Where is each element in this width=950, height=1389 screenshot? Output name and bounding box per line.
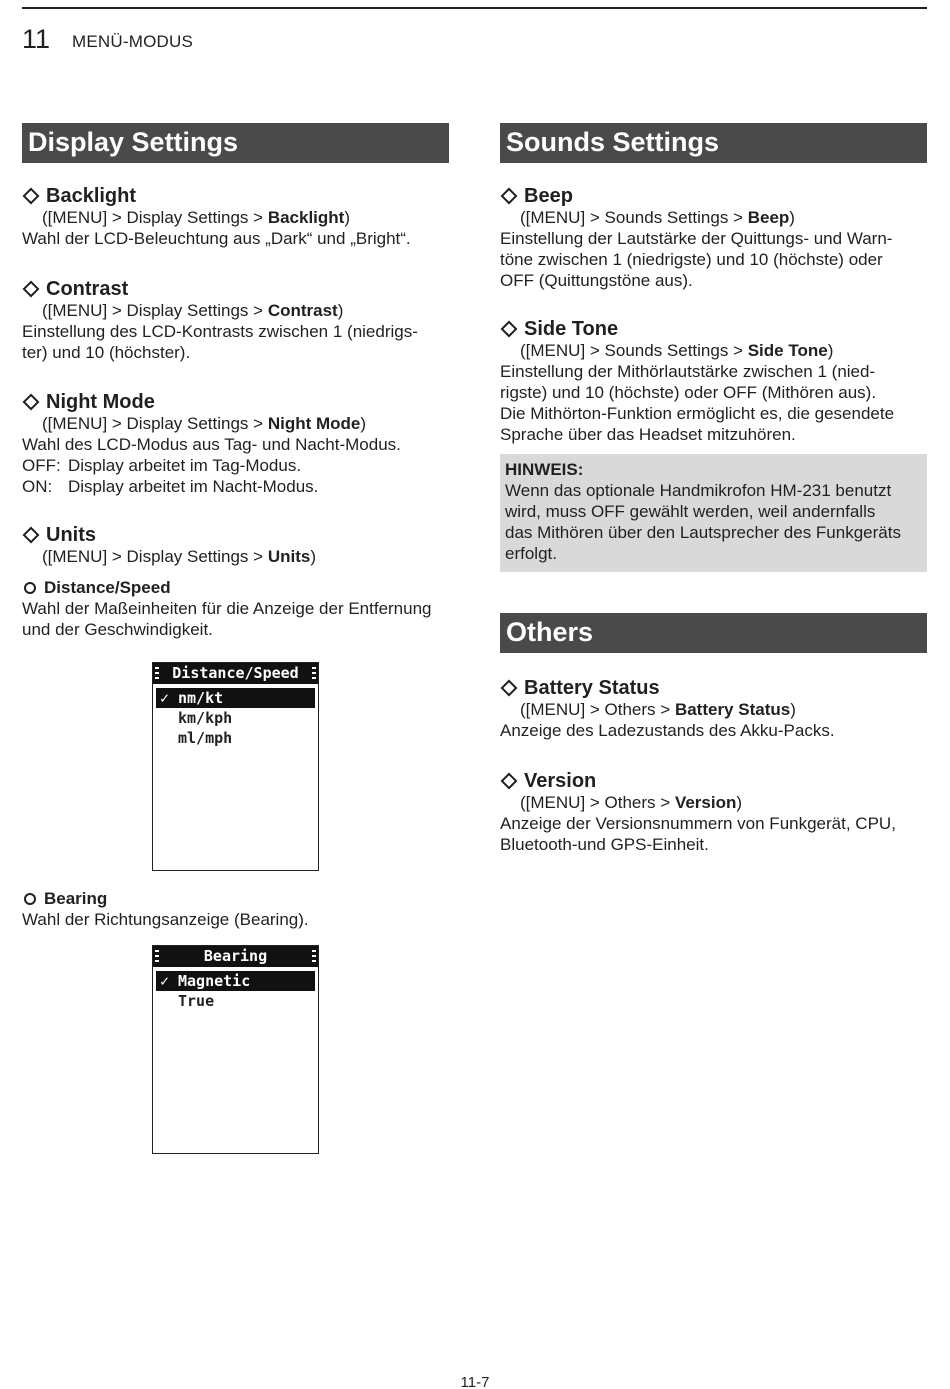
version-desc-1: Anzeige der Versionsnummern von Funkgerät, CPU, — [500, 814, 896, 833]
note-line: das Mithören über den Lautsprecher des Funkgeräts — [505, 523, 901, 542]
beep-section — [500, 185, 927, 291]
checkmark-icon: ✓ — [160, 972, 170, 990]
note-line: erfolgt. — [505, 544, 557, 563]
beep-desc-3: OFF (Quittungstöne aus). — [500, 271, 693, 290]
version-desc-2: Bluetooth-und GPS-Einheit. — [500, 835, 709, 854]
night-mode-desc: Wahl des LCD-Modus aus Tag- und Nacht-Modus. — [22, 435, 401, 454]
diamond-icon — [501, 188, 518, 205]
lcd-option-selected[interactable]: ✓ Magnetic — [156, 971, 315, 991]
beep-desc-2: töne zwischen 1 (niedrigste) und 10 (höchste) oder — [500, 250, 883, 269]
sounds-others-column — [500, 123, 927, 855]
contrast-title: Contrast — [46, 278, 129, 300]
diamond-icon — [23, 527, 40, 544]
menu-path: ([MENU] > Display Settings > Contrast) — [42, 301, 344, 320]
chapter-title: MENÜ-MODUS — [72, 32, 193, 51]
bearing-subsection — [22, 888, 449, 930]
bearing-title: Bearing — [44, 889, 108, 908]
night-mode-off-row: OFF: Display arbeitet im Tag-Modus. — [22, 456, 302, 475]
beep-title: Beep — [524, 185, 573, 207]
contrast-section — [22, 278, 449, 363]
circle-bullet-icon — [24, 893, 36, 905]
menu-lines-icon — [312, 950, 316, 962]
others-heading: Others — [500, 613, 927, 653]
beep-desc-1: Einstellung der Lautstärke der Quittungs- und Warn- — [500, 229, 893, 248]
backlight-section — [22, 185, 449, 249]
menu-lines-icon — [155, 950, 159, 962]
bearing-desc: Wahl der Richtungsanzeige (Bearing). — [22, 910, 309, 929]
note-line: wird, muss OFF gewählt werden, weil andernfalls — [505, 502, 876, 521]
note-title: HINWEIS: — [505, 460, 584, 479]
distance-speed-subsection — [22, 577, 449, 640]
menu-path: ([MENU] > Display Settings > Backlight) — [42, 208, 351, 227]
side-tone-desc-3: Die Mithörton-Funktion ermöglicht es, die gesendete — [500, 404, 895, 423]
version-section — [500, 770, 927, 855]
diamond-icon — [23, 394, 40, 411]
lcd-option[interactable]: True — [178, 992, 215, 1010]
checkmark-icon: ✓ — [160, 689, 170, 707]
diamond-icon — [23, 188, 40, 205]
hinweis-note-box — [500, 454, 927, 572]
menu-path: ([MENU] > Others > Version) — [520, 793, 743, 812]
side-tone-section — [500, 318, 927, 445]
page-number: 11-7 — [460, 1374, 490, 1389]
lcd-option[interactable]: ml/mph — [178, 729, 233, 747]
note-line: Wenn das optionale Handmikrofon HM-231 benutzt — [505, 481, 892, 500]
sounds-settings-heading: Sounds Settings — [500, 123, 927, 163]
lcd-title: Bearing — [203, 947, 268, 965]
units-title: Units — [46, 524, 96, 546]
circle-bullet-icon — [24, 582, 36, 594]
lcd-bearing-screen — [152, 945, 319, 1154]
distance-speed-desc-2: und der Geschwindigkeit. — [22, 620, 213, 639]
menu-lines-icon — [312, 667, 316, 679]
menu-path: ([MENU] > Display Settings > Night Mode) — [42, 414, 367, 433]
chapter-number: 11 — [22, 24, 51, 54]
distance-speed-title: Distance/Speed — [44, 578, 171, 597]
lcd-option-selected[interactable]: ✓ nm/kt — [156, 688, 315, 708]
lcd-title: Distance/Speed — [172, 664, 299, 682]
side-tone-title: Side Tone — [524, 318, 619, 340]
night-mode-title: Night Mode — [46, 391, 155, 413]
menu-path: ([MENU] > Others > Battery Status) — [520, 700, 796, 719]
contrast-desc-1: Einstellung des LCD-Kontrasts zwischen 1 (niedrigs- — [22, 322, 418, 341]
side-tone-desc-4: Sprache über das Headset mitzuhören. — [500, 425, 796, 444]
header-rule — [22, 7, 927, 9]
contrast-desc-2: ter) und 10 (höchster). — [22, 343, 191, 362]
diamond-icon — [501, 773, 518, 790]
display-settings-heading: Display Settings — [22, 123, 449, 163]
lcd-option[interactable]: km/kph — [178, 709, 233, 727]
display-settings-column — [22, 123, 449, 640]
diamond-icon — [23, 281, 40, 298]
version-title: Version — [524, 770, 597, 792]
battery-status-desc: Anzeige des Ladezustands des Akku-Packs. — [500, 721, 835, 740]
menu-lines-icon — [155, 667, 159, 679]
diamond-icon — [501, 321, 518, 338]
night-mode-section — [22, 391, 449, 497]
side-tone-desc-1: Einstellung der Mithörlautstärke zwischen 1 (nied- — [500, 362, 876, 381]
menu-path: ([MENU] > Display Settings > Units) — [42, 547, 316, 566]
lcd-distance-speed-screen — [152, 662, 319, 871]
units-section — [22, 524, 449, 640]
backlight-desc: Wahl der LCD-Beleuchtung aus „Dark“ und „Bright“. — [22, 229, 411, 248]
diamond-icon — [501, 680, 518, 697]
side-tone-desc-2: rigste) und 10 (höchste) oder OFF (Mithören aus). — [500, 383, 877, 402]
menu-path: ([MENU] > Sounds Settings > Beep) — [520, 208, 795, 227]
backlight-title: Backlight — [46, 185, 137, 207]
battery-status-section — [500, 677, 927, 741]
distance-speed-desc-1: Wahl der Maßeinheiten für die Anzeige der Entfernung — [22, 599, 432, 618]
menu-path: ([MENU] > Sounds Settings > Side Tone) — [520, 341, 834, 360]
night-mode-on-row: ON: Display arbeitet im Nacht-Modus. — [22, 477, 319, 496]
battery-status-title: Battery Status — [524, 677, 660, 699]
